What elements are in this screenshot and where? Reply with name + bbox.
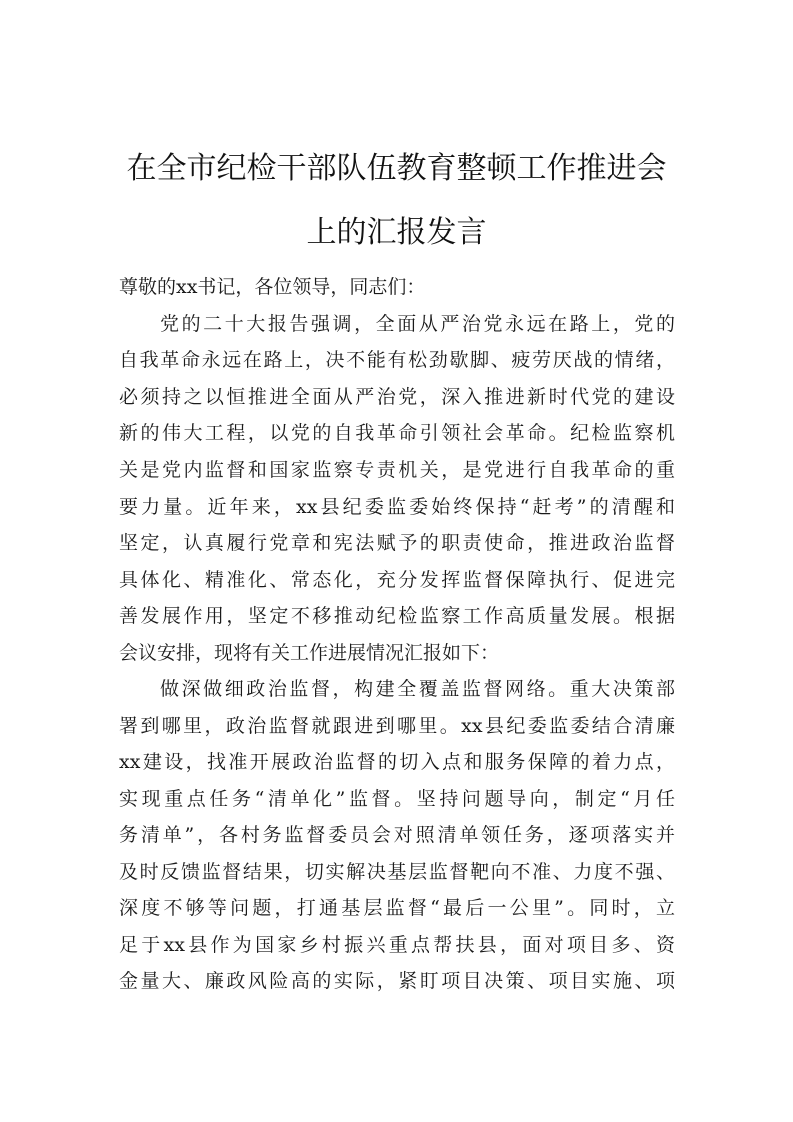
paragraph-1-line: 必须持之以恒推进全面从严治党，深入推进新时代党的建设 [119,386,675,408]
paragraph-1-line: 关是党内监督和国家监察专责机关，是党进行自我革命的重 [119,459,675,481]
paragraph-1-line: 要力量。近年来，xx县纪委监委始终保持“赶考”的清醒和 [119,496,675,518]
paragraph-2-line: 实现重点任务“清单化”监督。坚持问题导向，制定“月任 [119,788,675,810]
paragraph-2-line: 深度不够等问题，打通基层监督“最后一公里”。同时，立 [119,897,675,919]
paragraph-2-line: 做深做细政治监督，构建全覆盖监督网络。重大决策部 [160,678,675,700]
paragraph-1-line: 具体化、精准化、常态化，充分发挥监督保障执行、促进完 [119,569,675,591]
paragraph-1-line: 新的伟大工程，以党的自我革命引领社会革命。纪检监察机 [119,422,675,444]
paragraph-2-line: 署到哪里，政治监督就跟进到哪里。xx县纪委监委结合清廉 [119,715,675,737]
document-title-line-2: 上的汇报发言 [306,215,487,250]
salutation: 尊敬的xx书记，各位领导，同志们： [119,276,426,298]
paragraph-2-line: 及时反馈监督结果，切实解决基层监督靶向不准、力度不强、 [119,861,675,883]
paragraph-1-line: 自我革命永远在路上，决不能有松劲歇脚、疲劳厌战的情绪， [119,349,675,371]
paragraph-1-line: 会议安排，现将有关工作进展情况汇报如下： [119,642,500,664]
paragraph-1-line: 坚定，认真履行党章和宪法赋予的职责使命，推进政治监督 [119,532,675,554]
paragraph-1-line: 善发展作用，坚定不移推动纪检监察工作高质量发展。根据 [119,605,675,627]
paragraph-2-line: 金量大、廉政风险高的实际，紧盯项目决策、项目实施、项 [119,970,675,992]
paragraph-2-line: 务清单”，各村务监督委员会对照清单领任务，逐项落实并 [119,824,675,846]
document-title-line-1: 在全市纪检干部队伍教育整顿工作推进会 [126,151,667,186]
paragraph-2-line: xx建设，找准开展政治监督的切入点和服务保障的着力点， [119,751,675,773]
paragraph-1-line: 党的二十大报告强调，全面从严治党永远在路上，党的 [160,313,675,335]
paragraph-2-line: 足于xx县作为国家乡村振兴重点帮扶县，面对项目多、资 [119,934,675,956]
